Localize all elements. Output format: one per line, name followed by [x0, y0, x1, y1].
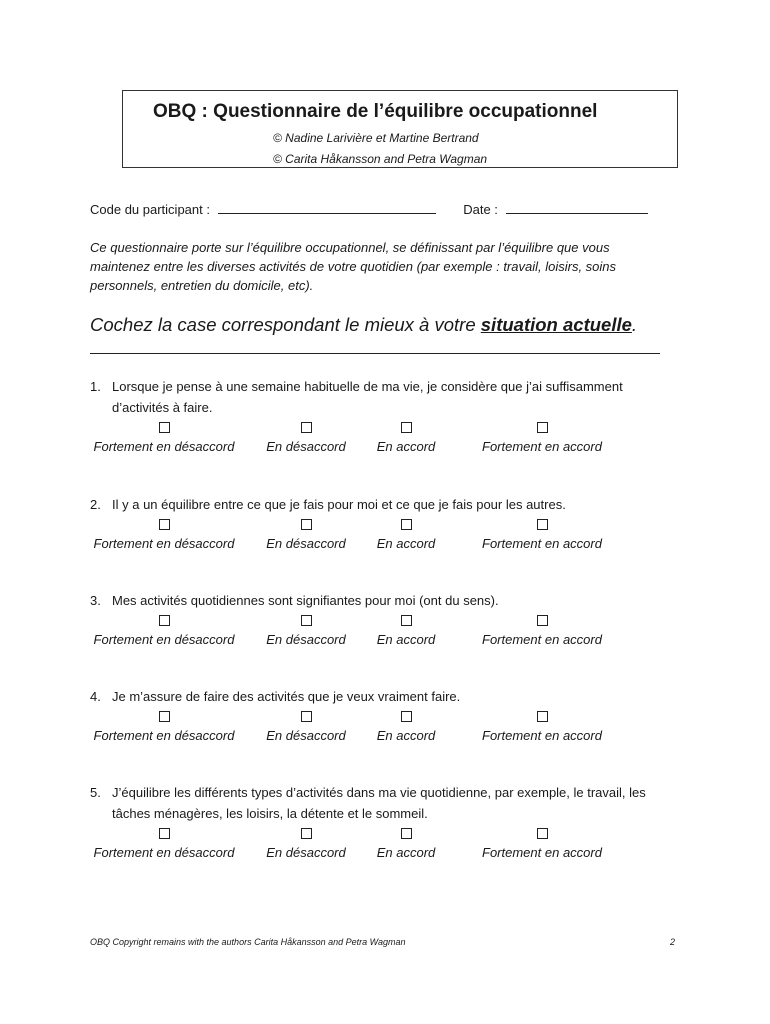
option-disagree — [263, 615, 349, 647]
option-label: Fortement en désaccord — [93, 632, 235, 647]
checkbox[interactable] — [159, 615, 170, 626]
question-text — [90, 590, 680, 611]
option-label: En désaccord — [266, 536, 346, 551]
option-label: En désaccord — [266, 439, 346, 454]
option-strongly-agree — [477, 615, 607, 647]
participant-code-label: Code du participant : — [90, 202, 210, 217]
option-strongly-disagree — [90, 615, 238, 647]
question-text — [90, 494, 680, 515]
option-strongly-agree — [477, 828, 607, 860]
instruction-emphasis: situation actuelle — [480, 314, 632, 335]
option-strongly-disagree — [90, 711, 238, 743]
option-disagree — [263, 828, 349, 860]
option-label: Fortement en accord — [482, 632, 602, 647]
checkbox[interactable] — [401, 711, 412, 722]
option-label: Fortement en accord — [482, 728, 602, 743]
question-number: 3. — [90, 593, 101, 608]
answer-options — [90, 711, 680, 755]
option-label: En désaccord — [266, 728, 346, 743]
checkbox[interactable] — [537, 828, 548, 839]
option-agree — [375, 422, 437, 454]
checkbox[interactable] — [537, 711, 548, 722]
checkbox[interactable] — [537, 519, 548, 530]
instruction-suffix: . — [631, 314, 638, 335]
question-text — [90, 376, 680, 418]
option-label: En accord — [376, 632, 436, 647]
footer-copyright: OBQ Copyright remains with the authors Carita Håkansson and Petra Wagman — [90, 937, 406, 947]
option-agree — [375, 828, 437, 860]
copyright-line-2: © Carita Håkansson and Petra Wagman — [273, 152, 488, 166]
option-label: En accord — [376, 536, 436, 551]
checkbox[interactable] — [301, 828, 312, 839]
question-4 — [90, 686, 680, 755]
option-agree — [375, 711, 437, 743]
option-disagree — [263, 422, 349, 454]
question-text — [90, 686, 680, 707]
participant-code-field[interactable] — [218, 201, 436, 214]
option-label: En accord — [376, 439, 436, 454]
checkbox[interactable] — [301, 711, 312, 722]
divider — [90, 353, 660, 354]
answer-options — [90, 615, 680, 659]
checkbox[interactable] — [401, 828, 412, 839]
page-title: OBQ : Questionnaire de l’équilibre occupationnel — [153, 101, 598, 122]
question-5 — [90, 782, 680, 872]
option-strongly-agree — [477, 711, 607, 743]
question-number: 2. — [90, 497, 101, 512]
instruction — [90, 314, 637, 336]
checkbox[interactable] — [159, 422, 170, 433]
question-2 — [90, 494, 680, 563]
checkbox[interactable] — [401, 615, 412, 626]
option-strongly-disagree — [90, 422, 238, 454]
participant-line — [90, 201, 648, 217]
question-number: 4. — [90, 689, 101, 704]
footer — [90, 937, 675, 947]
option-strongly-agree — [477, 422, 607, 454]
option-label: Fortement en désaccord — [93, 728, 235, 743]
checkbox[interactable] — [301, 615, 312, 626]
option-label: En désaccord — [266, 632, 346, 647]
date-label: Date : — [463, 202, 498, 217]
checkbox[interactable] — [537, 615, 548, 626]
option-agree — [375, 615, 437, 647]
title-box — [122, 90, 678, 168]
option-label: Fortement en désaccord — [93, 845, 235, 860]
checkbox[interactable] — [537, 422, 548, 433]
question-text — [90, 782, 680, 824]
option-label: Fortement en accord — [482, 845, 602, 860]
question-label: Mes activités quotidiennes sont signifiantes pour moi (ont du sens). — [112, 593, 499, 608]
checkbox[interactable] — [401, 422, 412, 433]
question-1 — [90, 376, 680, 466]
question-number: 5. — [90, 785, 101, 800]
checkbox[interactable] — [159, 519, 170, 530]
question-label: Je m’assure de faire des activités que je veux vraiment faire. — [112, 689, 461, 704]
option-label: En accord — [376, 728, 436, 743]
option-strongly-disagree — [90, 519, 238, 551]
question-label: J’équilibre les différents types d’activités dans ma vie quotidienne, par exemple, le travail, les tâches ménagères, les loisirs, la détente et le sommeil. — [112, 785, 646, 821]
answer-options — [90, 422, 680, 466]
option-label: Fortement en accord — [482, 439, 602, 454]
page-number: 2 — [669, 937, 675, 947]
question-number: 1. — [90, 379, 101, 394]
option-strongly-agree — [477, 519, 607, 551]
question-label: Il y a un équilibre entre ce que je fais pour moi et ce que je fais pour les autres. — [112, 497, 566, 512]
date-field[interactable] — [506, 201, 648, 214]
option-label: Fortement en accord — [482, 536, 602, 551]
option-disagree — [263, 711, 349, 743]
instruction-prefix: Cochez la case correspondant le mieux à votre — [90, 314, 481, 335]
checkbox[interactable] — [159, 828, 170, 839]
intro-text: Ce questionnaire porte sur l’équilibre occupationnel, se définissant par l’équilibre que vous maintenez entre les diverses activités de votre quotidien (par exemple : travail, loisirs, soins personnels, entretien du domicile, etc). — [90, 240, 617, 293]
option-strongly-disagree — [90, 828, 238, 860]
option-disagree — [263, 519, 349, 551]
option-label: En accord — [376, 845, 436, 860]
question-label: Lorsque je pense à une semaine habituelle de ma vie, je considère que j’ai suffisamment d’activités à faire. — [112, 379, 623, 415]
checkbox[interactable] — [301, 422, 312, 433]
answer-options — [90, 828, 680, 872]
checkbox[interactable] — [159, 711, 170, 722]
option-label: En désaccord — [266, 845, 346, 860]
answer-options — [90, 519, 680, 563]
checkbox[interactable] — [301, 519, 312, 530]
option-label: Fortement en désaccord — [93, 536, 235, 551]
option-label: Fortement en désaccord — [93, 439, 235, 454]
checkbox[interactable] — [401, 519, 412, 530]
question-3 — [90, 590, 680, 659]
copyright-line-1: © Nadine Larivière et Martine Bertrand — [273, 131, 479, 145]
option-agree — [375, 519, 437, 551]
